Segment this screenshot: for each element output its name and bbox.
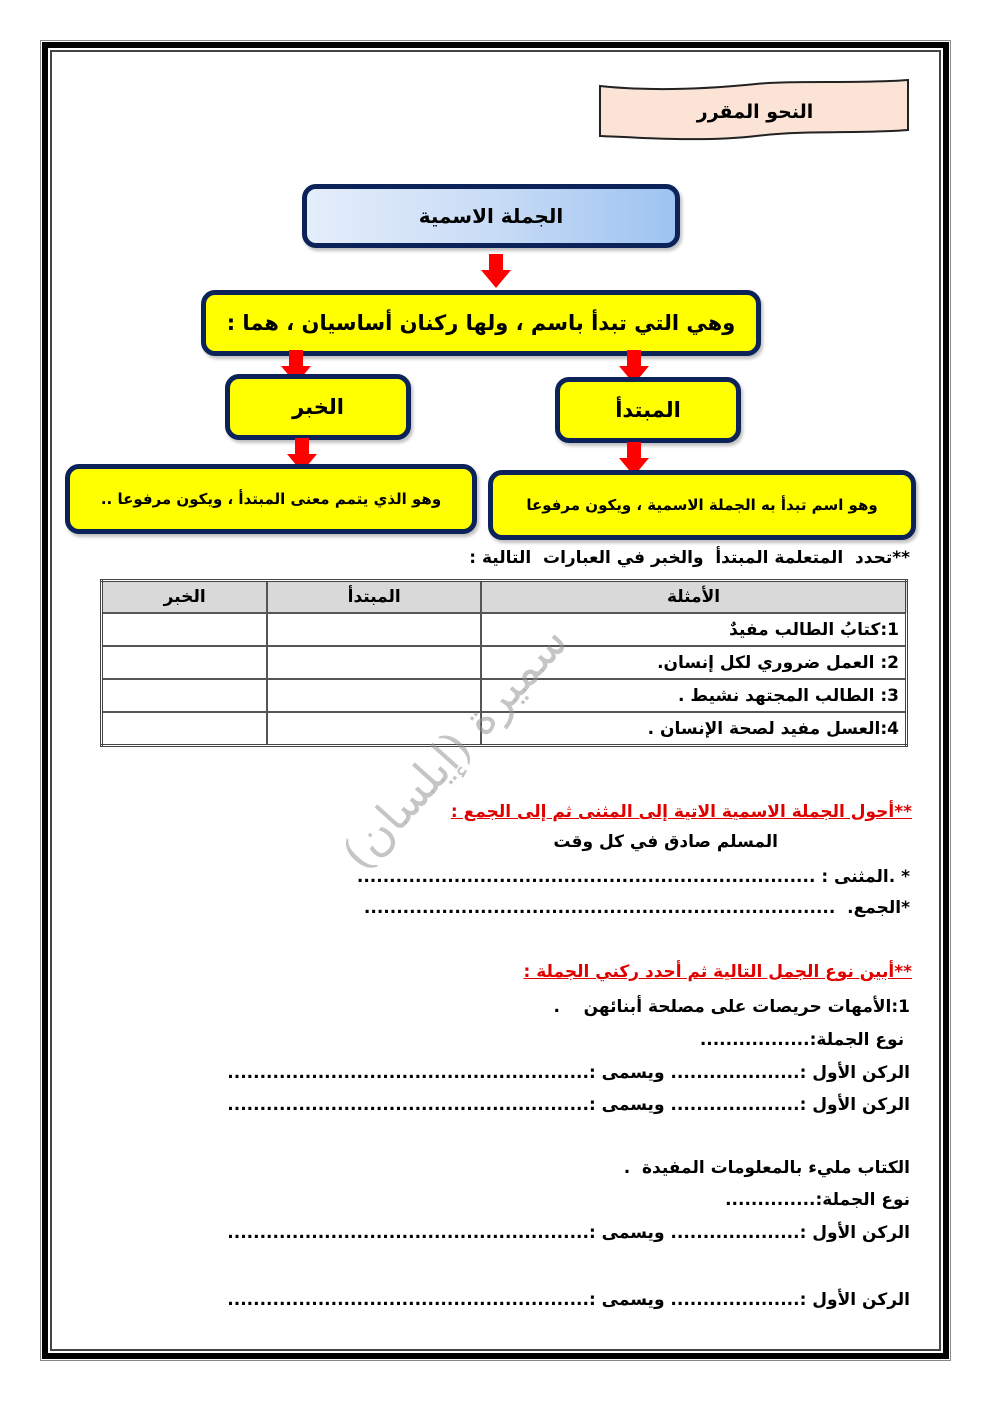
pillar-line[interactable]: الركن الأول :.................... ويسمى :........................................................ (227, 1290, 910, 1310)
table-header-row (102, 581, 907, 614)
dual-answer-line[interactable]: * .المثنى : ....................................................................... (356, 867, 910, 887)
sentence-type-line-1[interactable]: نوع الجملة:................. (699, 1030, 910, 1050)
khabar-answer-cell[interactable] (102, 712, 268, 746)
example-cell: 2: العمل ضروري لكل إنسان. (481, 646, 906, 679)
banner-title: النحو المقرر (696, 101, 814, 123)
pillar-line[interactable]: الركن الأول :.................... ويسمى :........................................................ (227, 1063, 910, 1083)
column-header-khabar: الخبر (102, 581, 268, 614)
arrow-down-icon (481, 254, 511, 288)
example-cell: 4:العسل مفيد لصحة الإنسان . (481, 712, 906, 746)
exercise1-instruction: **تحدد المتعلمة المبتدأ والخبر في العبارات التالية : (469, 548, 910, 568)
mubtada-answer-cell[interactable] (267, 679, 481, 712)
mubtada-answer-cell[interactable] (267, 646, 481, 679)
column-header-mubtada: المبتدأ (267, 581, 481, 614)
pillar-line[interactable]: الركن الأول :.................... ويسمى :........................................................ (227, 1095, 910, 1115)
mubtada-answer-cell[interactable] (267, 613, 481, 646)
exercise3-sentence-1: 1:الأمهات حريصات على مصلحة أبنائهن . (553, 997, 910, 1017)
mubtada-description-box: وهو اسم تبدأ به الجملة الاسمية ، ويكون مرفوعا (488, 470, 916, 540)
table-row (102, 613, 907, 646)
exercise2-sentence: المسلم صادق في كل وقت (553, 832, 778, 852)
root-box: الجملة الاسمية (302, 184, 680, 248)
khabar-description-box: وهو الذي يتمم معنى المبتدأ ، ويكون مرفوعا .. (65, 464, 477, 534)
column-header-examples: الأمثلة (481, 581, 906, 614)
example-cell: 1:كتابُ الطالب مفيدٌ (481, 613, 906, 646)
mubtada-box: المبتدأ (555, 377, 741, 443)
exercise3-sentence-2: الكتاب مليء بالمعلومات المفيدة . (623, 1158, 910, 1178)
khabar-answer-cell[interactable] (102, 679, 268, 712)
exercise3-instruction: **أبين نوع الجمل التالية ثم أحدد ركني الجملة : (523, 962, 912, 982)
definition-box: وهي التي تبدأ باسم ، ولها ركنان أساسيان ، هما : (201, 290, 761, 356)
example-cell: 3: الطالب المجتهد نشيط . (481, 679, 906, 712)
title-banner (596, 78, 914, 146)
exercise2-instruction: **أحول الجملة الاسمية الاتية إلى المثنى ثم إلى الجمع : (450, 802, 912, 822)
khabar-answer-cell[interactable] (102, 646, 268, 679)
sentence-type-line-2[interactable]: نوع الجملة:.............. (725, 1190, 910, 1210)
watermark: سميرة (إيلسان) (331, 614, 578, 880)
pillar-line[interactable]: الركن الأول :.................... ويسمى :........................................................ (227, 1223, 910, 1243)
khabar-box: الخبر (225, 374, 411, 440)
khabar-answer-cell[interactable] (102, 613, 268, 646)
plural-answer-line[interactable]: *الجمع. ......................................................................... (363, 898, 910, 918)
